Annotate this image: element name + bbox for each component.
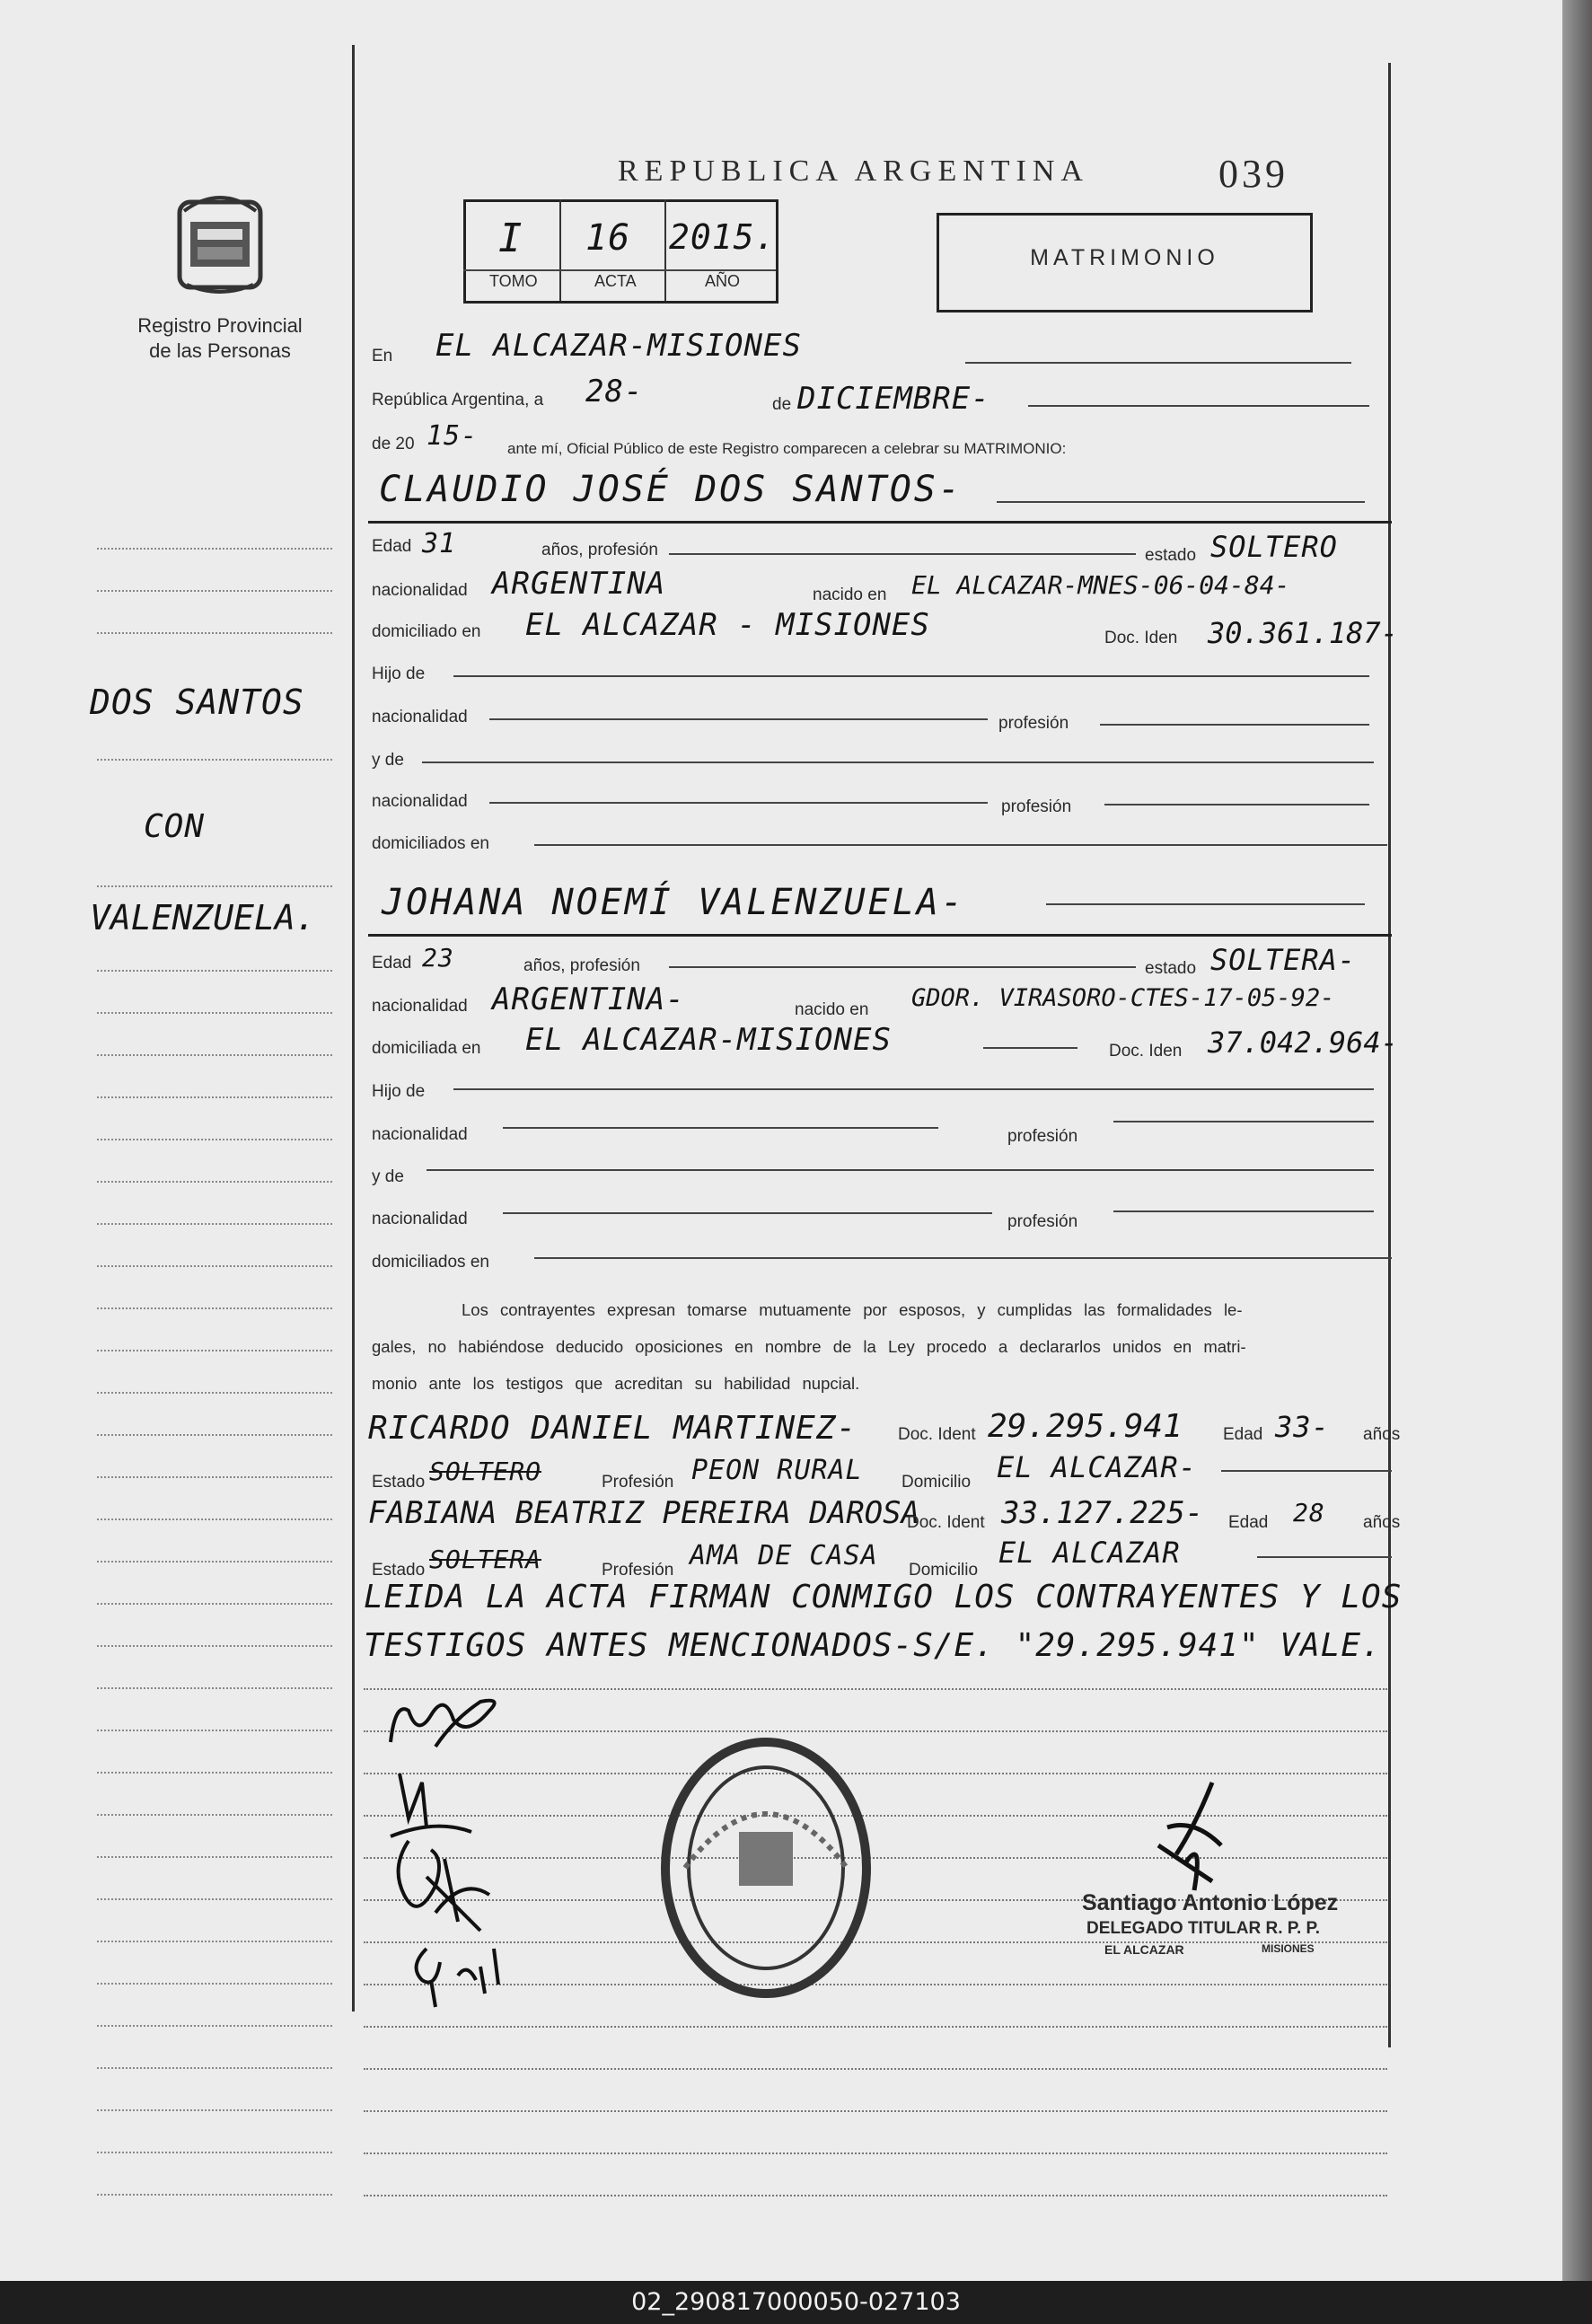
groom-status: SOLTERO — [1210, 530, 1338, 564]
margin-rule — [97, 1603, 332, 1605]
margin-rule — [97, 1898, 332, 1900]
margin-note-line1: DOS SANTOS — [90, 682, 304, 722]
witness1-age: 33- — [1275, 1410, 1330, 1444]
witness2-name: FABIANA BEATRIZ PEREIRA DAROSA — [368, 1495, 920, 1531]
body-rule — [364, 1730, 1387, 1732]
body-rule — [364, 2068, 1387, 2070]
footer-code: 02_290817000050-027103 — [0, 2281, 1592, 2324]
margin-rule — [97, 590, 332, 592]
official-title: DELEGADO TITULAR R. P. P. — [1086, 1919, 1321, 1938]
margin-rule — [97, 2067, 332, 2069]
margin-rule — [97, 1434, 332, 1436]
official-province: MISIONES — [1262, 1942, 1315, 1955]
witness2-age: 28 — [1293, 1498, 1325, 1527]
document-type: MATRIMONIO — [1030, 245, 1219, 270]
date-label: República Argentina, a — [372, 391, 544, 409]
acta-value: 16 — [585, 217, 631, 259]
body-rule — [364, 2195, 1387, 2196]
anio-value: 2015. — [669, 217, 777, 257]
bride-nationality: ARGENTINA- — [492, 982, 685, 1017]
margin-rule — [97, 548, 332, 550]
year-prefix: de 20 — [372, 435, 415, 453]
witness2-id: 33.127.225- — [1001, 1495, 1204, 1531]
margin-rule — [97, 1645, 332, 1647]
closing-line2: TESTIGOS ANTES MENCIONADOS-S/E. "29.295.941" VALE. — [364, 1627, 1382, 1664]
margin-rule — [97, 1519, 332, 1520]
margin-rule — [97, 2109, 332, 2111]
place-label: En — [372, 347, 393, 365]
signature-3 — [382, 1832, 507, 1940]
margin-rule — [97, 632, 332, 634]
bride-id: 37.042.964- — [1208, 1026, 1398, 1060]
date-month: DICIEMBRE- — [797, 381, 990, 417]
margin-rule — [97, 1856, 332, 1858]
margin-rule — [97, 1307, 332, 1309]
margin-rule — [97, 885, 332, 887]
witness1-name: RICARDO DANIEL MARTINEZ- — [368, 1410, 858, 1447]
margin-rule — [97, 1096, 332, 1098]
margin-rule — [97, 1983, 332, 1985]
margin-rule — [97, 1772, 332, 1774]
official-name: Santiago Antonio López — [1082, 1890, 1339, 1915]
page-edge — [1562, 0, 1592, 2281]
margin-rule — [97, 970, 332, 972]
registry-name-line1: Registro Provincial — [137, 314, 303, 337]
body-rule — [364, 1688, 1387, 1690]
bride-age: 23 — [422, 943, 454, 973]
province-seal-icon — [162, 184, 278, 305]
date-year: 15- — [427, 420, 479, 452]
witness2-address: EL ALCAZAR — [998, 1536, 1181, 1570]
groom-name: CLAUDIO JOSÉ DOS SANTOS- — [379, 469, 963, 510]
margin-rule — [97, 1054, 332, 1056]
margin-rule — [97, 1139, 332, 1140]
margin-note-line3: VALENZUELA. — [90, 898, 316, 938]
body-rule — [364, 2026, 1387, 2028]
bride-birthplace: GDOR. VIRASORO-CTES-17-05-92- — [911, 984, 1335, 1012]
margin-note-line2: CON — [144, 808, 206, 845]
date-de-label: de — [772, 395, 792, 414]
groom-address: EL ALCAZAR - MISIONES — [525, 607, 930, 643]
registry-name-line2: de las Personas — [149, 339, 291, 362]
bride-address: EL ALCAZAR-MISIONES — [525, 1022, 892, 1058]
official-stamp-icon — [654, 1733, 878, 2003]
signature-1 — [382, 1684, 516, 1756]
margin-rule — [97, 2152, 332, 2153]
bride-status: SOLTERA- — [1210, 943, 1357, 977]
official-place: EL ALCAZAR — [1104, 1942, 1184, 1957]
witness1-id: 29.295.941 — [988, 1408, 1183, 1445]
margin-rule — [97, 1687, 332, 1689]
groom-age: 31 — [422, 528, 457, 559]
margin-rule — [97, 1561, 332, 1563]
date-day: 28- — [585, 374, 644, 409]
margin-rule — [97, 2025, 332, 2027]
country-title: REPUBLICA ARGENTINA — [618, 154, 1089, 188]
acta-label: ACTA — [594, 272, 637, 290]
statement-line3: monio ante los testigos que acreditan su habilidad nupcial. — [372, 1374, 860, 1393]
margin-rule — [97, 1223, 332, 1225]
margin-rule — [97, 1181, 332, 1183]
margin-rule — [97, 2194, 332, 2196]
date-tail: ante mí, Oficial Público de este Registro comparecen a celebrar su MATRIMONIO: — [507, 440, 1067, 457]
anio-label: AÑO — [705, 272, 741, 290]
bride-name: JOHANA NOEMÍ VALENZUELA- — [382, 882, 965, 923]
page-number: 039 — [1218, 152, 1289, 196]
statement-line1: Los contrayentes expresan tomarse mutuamente por esposos, y cumplidas las formalidades le- — [462, 1300, 1243, 1319]
witness1-occupation: PEON RURAL — [691, 1455, 863, 1486]
tomo-value: I — [498, 216, 523, 261]
groom-birthplace: EL ALCAZAR-MNES-06-04-84- — [911, 570, 1290, 600]
margin-rule — [97, 1814, 332, 1816]
closing-line1: LEIDA LA ACTA FIRMAN CONMIGO LOS CONTRAYENTES Y LOS — [364, 1579, 1403, 1615]
body-rule — [364, 2110, 1387, 2112]
margin-rule — [97, 1941, 332, 1942]
place-value: EL ALCAZAR-MISIONES — [435, 328, 802, 364]
margin-rule — [97, 1730, 332, 1731]
witness2-status: SOLTERA — [429, 1545, 542, 1574]
signature-4 — [404, 1931, 530, 2011]
official-signature — [1140, 1774, 1248, 1899]
margin-rule — [97, 1476, 332, 1478]
groom-nationality: ARGENTINA — [492, 566, 666, 602]
groom-id: 30.361.187- — [1208, 616, 1398, 650]
margin-rule — [97, 1392, 332, 1394]
margin-rule — [97, 1012, 332, 1014]
witness2-occupation: AMA DE CASA — [690, 1540, 878, 1571]
margin-rule — [97, 1350, 332, 1351]
statement-line2: gales, no habiéndose deducido oposiciones en nombre de la Ley procedo a declararlos unidos en matri- — [372, 1337, 1246, 1356]
tomo-label: TOMO — [489, 272, 538, 290]
witness1-address: EL ALCAZAR- — [997, 1450, 1197, 1484]
left-frame-line — [352, 45, 355, 2011]
witness1-status: SOLTERO — [429, 1457, 542, 1486]
margin-rule — [97, 759, 332, 761]
margin-rule — [97, 1265, 332, 1267]
body-rule — [364, 2152, 1387, 2154]
